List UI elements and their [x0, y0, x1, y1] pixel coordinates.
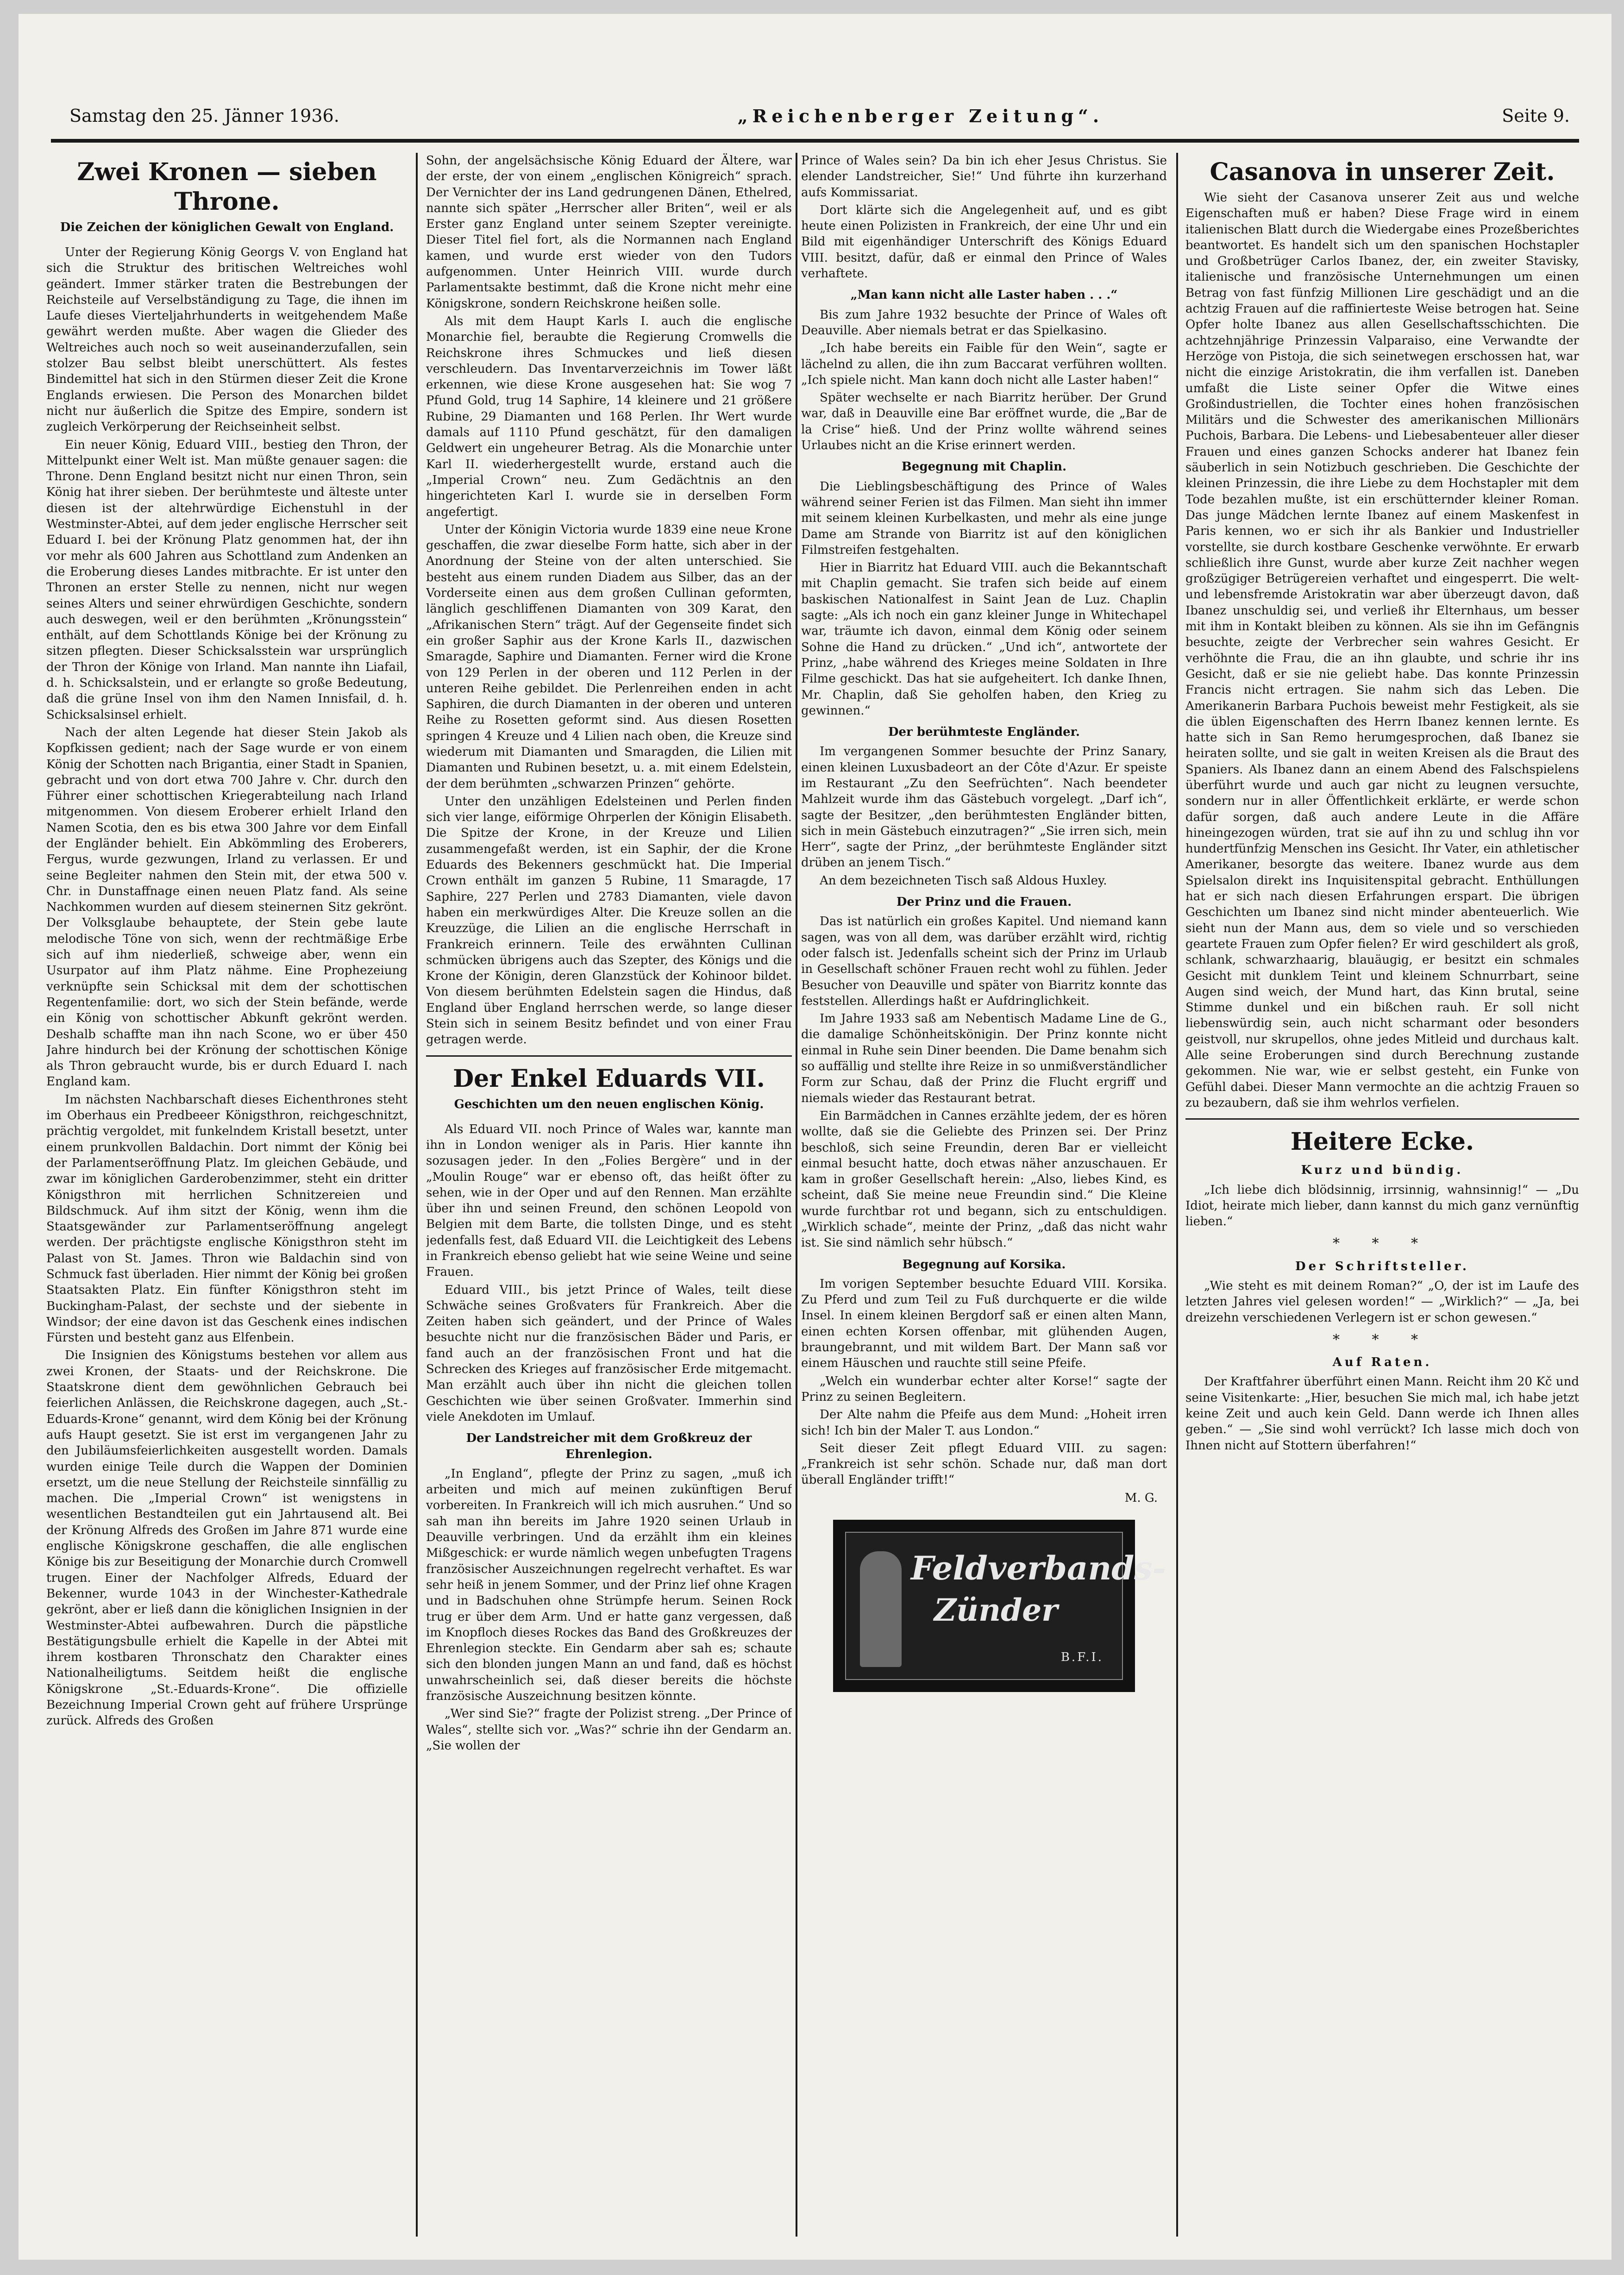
section-title: Heitere Ecke. — [1290, 1128, 1474, 1156]
author-signature: M. G. — [1124, 1491, 1158, 1505]
joke-text: „Wie steht es mit deinem Roman?“ „O, der ist im Laufe des letzten Jahres viel gelesen worden!“ — „Wirklich?“ — „Ja, bei dreizehn verschiedenen Verlegern ist er schon gewesen.“ — [1185, 1279, 1579, 1325]
paragraph: Ein Barmädchen in Cannes erzählte jedem, der es hören wollte, daß sie die Geliebte des Prinzen sei. Der Prinz beschloß, sich seine Freundin, deren Bar er vielleicht einmal besucht hatte, doch etwas näher anzuschauen. Er kam in großer Gesellschaft herein: „Also, liebes Kind, es scheint, daß Sie meine neue Freundin sind.“ Die Kleine wurde furchtbar rot und begann, sich zu entschuldigen. „Wirklich schade“, meinte der Prinz, „daß das nicht wahr ist. Sie sind nämlich sehr hübsch.“ — [801, 1109, 1167, 1250]
paragraph: Im nächsten Nachbarschaft dieses Eichenthrones steht im Oberhaus ein Predbeeer Königsthron, reichgeschnitzt, prächtig vergoldet, mit funkelndem Kristall besetzt, unter einem prunkvollen Baldachin. Dort nimmt der König bei der Parlamentseröffnung Platz. Im gleichen Gebäude, und zwar im königlichen Garderobenzimmer, steht ein dritter Königsthron mit herrlichen Schnitzereien und Bildschmuck. Auf ihm sitzt der König, wenn ihm die Staatsgewänder zur Parlamentseröffnung angelegt werden. Der prächtigste englische Königsthron steht im Palast von St. James. Thron wie Baldachin sind von Schmuck fast überladen. Hier nimmt der König bei großen Staatsakten Platz. Ein fünfter Königsthron steht im Buckingham-Palast, der sechste und der siebente in Windsor; der eine davon ist das Geschenk eines indischen Fürsten und besteht ganz aus Elfenbein. — [46, 1092, 408, 1345]
paragraph: Als Eduard VII. noch Prince of Wales war, kannte man ihn in London weniger als in Paris. Hier kannte ihn sozusagen jeder. In den „Folies Bergère“ und in der „Moulin Rouge“ war er ebenso oft, das heißt öfter zu sehen, wie in der Oper und auf den Rennen. Man erzählte über ihn und seinen Freund, den schönen Leopold von Belgien mit dem Barte, die tollsten Dinge, und es steht jedenfalls fest, daß Eduard VII. die Leichtigkeit des Lebens in Frankreich ebenso geliebt hat wie seine Weine und seine Frauen. — [426, 1122, 792, 1279]
separator-stars: * * * — [1332, 1331, 1432, 1348]
section-heading: Der berühmteste Engländer. — [888, 725, 1080, 740]
section-heading: Begegnung auf Korsika. — [902, 1257, 1066, 1272]
paragraph: „Ich habe bereits ein Faible für den Wein“, sagte er lächelnd zu allen, die ihn zum Baccarat verführen wollten. „Ich spiele nicht. Man kann doch nicht alle Laster haben!“ — [801, 341, 1167, 387]
paragraph: Unter der Königin Victoria wurde 1839 eine neue Krone geschaffen, die zwar dieselbe Form hatte, sich aber in der Anordnung der Steine von der alten unterschied. Sie besteht aus einem runden Diadem aus Silber, das an der Vorderseite einen aus dem großen Cullinan geformten, länglich geschliffenen Diamanten von 309 Karat, den „Afrikanischen Stern“ trägt. Auf der Gegenseite findet sich ein großer Saphir aus der Krone Karls II., dazwischen Smaragde, Saphire und Diamanten. Ferner wird die Krone von 129 Perlen in der oberen und 112 Perlen in der unteren Reihe gebildet. Die Perlenreihen enden in acht Saphiren, die durch Diamanten in der oberen und unteren Reihe zu Rosetten geformt sind. Aus diesen Rosetten springen 4 Kreuze und 4 Lilien nach oben, die Kreuze sind wiederum mit Diamanten und Smaragden, die Lilien mit Diamanten und Rubinen besetzt, u. a. mit einem Edelstein, der dem berühmten „schwarzen Prinzen“ gehörte. — [426, 522, 792, 791]
joke-heading: Kurz und bündig. — [1301, 1163, 1464, 1178]
article-subtitle: Geschichten um den neuen englischen König. — [454, 1097, 764, 1111]
paragraph: Die Lieblingsbeschäftigung des Prince of Wales während seiner Ferien ist das Filmen. Man sieht ihn immer mit seinem kleinen Kurbelkasten, und mehr als eine junge Dame am Strande von Biarritz ist auf den königlichen Filmstreifen festgehalten. — [801, 479, 1167, 557]
paragraph: Eduard VIII., bis jetzt Prince of Wales, teilt diese Schwäche seines Großvaters für Frankreich. Aber die Zeiten haben sich geändert, und der Prince of Wales besuchte nicht nur die französischen Bäder und Paris, er fand auch an der französischen Front und hat die Schrecken des Krieges auf französischer Erde mitgemacht. Man erzählt auch über ihn nicht die gleichen tollen Geschichten wie über seinen Großvater. Immerhin sind viele Anekdoten im Umlauf. — [426, 1283, 792, 1424]
section-heading: Der Prinz und die Frauen. — [896, 895, 1072, 909]
paragraph: Seit dieser Zeit pflegt Eduard VIII. zu sagen: „Frankreich ist sehr schön. Schade nur, daß man dort überall Engländer trifft!“ — [801, 1441, 1167, 1487]
paragraph: „Welch ein wunderbar echter alter Korse!“ sagte der Prinz zu seinen Begleitern. — [801, 1374, 1167, 1404]
section-heading: Begegnung mit Chaplin. — [901, 460, 1067, 474]
header-rule — [51, 139, 1579, 143]
paragraph: Wie sieht der Casanova unserer Zeit aus und welche Eigenschaften muß er haben? Diese Frage wird in einem italienischen Blatt durch die Wiedergabe eines Prozeßberichtes beantwortet. Es handelt sich um den spanischen Hochstapler und Großbetrüger Carlos Ibanez, der, ein zweiter Stavisky, italienische und französische Unternehmungen um einen Betrag von fast fünfzig Millionen Lire geschädigt und an die achtzig Frauen auf die raffinierteste Weise betrogen hat. Seine Opfer holte Ibanez aus allen Gesellschaftsschichten. Die achtzehnjährige Prinzessin Valparaiso, eine Verwandte der Herzöge von Pistoja, die sich seinetwegen erschossen hat, war nicht die einzige Aristokratin, die ihm verfallen ist. Daneben umfaßt die Liste seiner Opfer die Witwe eines Großindustriellen, die Tochter eines hohen französischen Militärs und die Schwester des amerikanischen Millionärs Puchois, Barbara. Die Lebens- und Liebesabenteuer aller dieser Frauen und eines ganzen Schocks anderer hat Ibanez fein säuberlich in sein Notizbuch geschrieben. Die Geschichte der kleinen Prinzessin, die ihre Liebe zu dem Hochstapler mit dem Tode bezahlen mußte, ist ein erschütternder kleiner Roman. Das junge Mädchen lernte Ibanez auf einem Maskenfest in Paris kennen, wo er sich ihr als Bankier und Industrieller vorstellte, sie durch kostbare Geschenke verwöhnte. Er erwarb schließlich ihre Gunst, wurde aber kurze Zeit nachher wegen großzügiger Betrügereien verhaftet und eingesperrt. Die welt- und lebensfremde Aristokratin war aber überzeugt davon, daß Ibanez unschuldig sei, und verließ ihr Elternhaus, um besser mit ihm in Kontakt bleiben zu können. Als sie ihn im Gefängnis besuchte, zeigte der Verbrecher sein wahres Gesicht. Er verhöhnte die Frau, die an ihn glaubte, und schrie ihr ins Gesicht, daß er sie nie geliebt habe. Das konnte Prinzessin Francis nicht ertragen. Sie nahm sich das Leben. Die Amerikanerin Barbara Puchois beweist mehr Festigkeit, als sie die üblen Eigenschaften des Herrn Ibanez kennen lernte. Es hatte sich in San Remo herumgesprochen, daß Ibanez sie heiraten sollte, und sie galt in weiten Kreisen als die Braut des Spaniers. Als Ibanez dann an einem Abend des Falschspielens überführt wurde und auch gar nicht zu leugnen versuchte, sondern nur in aller Öffentlichkeit erklärte, er werde schon dafür sorgen, daß auch andere Leute in die Affäre hineingezogen würden, trat sie auf ihn zu und schlug ihn vor hundertfünfzig Menschen ins Gesicht. Ihr Vater, ein athletischer Amerikaner, besorgte das weitere. Ibanez wurde aus dem Spielsalon direkt ins Inquisitenspital gebracht. Enthüllungen hat er sich nach diesen Erfahrungen erspart. Die übrigen Geschichten um Ibanez sind nicht minder abenteuerlich. Wie sieht nun der Mann aus, dem so viele und so verschieden geartete Frauen zum Opfer fielen? Er wird geschildert als groß, schlank, schwarzhaarig, blauäugig, er besitzt ein schmales Gesicht mit dunklem Teint und kleinem Schnurrbart, seine Augen sind weich, der Mund hart, das Kinn brutal, seine Stimme dunkel und ein bißchen rauh. Er soll nicht liebenswürdig sein, auch nicht scharmant oder besonders geistvoll, nur skrupellos, ohne jedes Mitleid und durchaus kalt. Alle seine Eroberungen sind durch Berechnung zustande gekommen. Nie war, wie er selbst gesteht, ein Funke von Gefühl dabei. Dieser Mann vermochte an die achtzig Frauen so zu bezaubern, daß sie ihm wehrlos verfielen. — [1185, 191, 1579, 1110]
paragraph: An dem bezeichneten Tisch saß Aldous Huxley. — [820, 873, 1107, 888]
separator-stars: * * * — [1332, 1235, 1432, 1252]
paragraph: Im Jahre 1933 saß am Nebentisch Madame Line de G., die damalige Schönheitskönigin. Der Prinz konnte nicht einmal in Ruhe sein Diner beenden. Die Dame benahm sich so auffällig und stellte ihre Reize in so unmißverständlicher Form zur Schau, daß der Prinz die Flucht ergriff und niemals wieder das Restaurant betrat. — [801, 1012, 1167, 1105]
paragraph: Prince of Wales sein? Da bin ich eher Jesus Christus. Sie elender Landstreicher, Sie!“ Und führte ihn kurzerhand aufs Kommissariat. — [801, 154, 1167, 200]
ad-brand-mark: B.F.I. — [1060, 1650, 1104, 1664]
paragraph: „In England“, pflegte der Prinz zu sagen, „muß ich arbeiten und mich auf meinen zukünftigen Beruf vorbereiten. In Frankreich will ich mich ausruhen.“ Und so sah man ihn bereits im Jahre 1920 seinen Urlaub in Deauville verbringen. Und da erzählt ihm ein kleines Mißgeschick: er wurde nämlich wegen unbefugten Tragens französischer Auszeichnungen regelrecht verhaftet. Es war sehr heiß in jenem Sommer, und der Prinz lief ohne Kragen und in Badschuhen ohne Strümpfe herum. Seinen Rock trug er über dem Arm. Und er hatte ganz vergessen, daß im Knopfloch dieses Rockes das Band des Großkreuzes der Ehrenlegion steckte. Ein Gendarm aber sah es; schaute sich den blonden jungen Mann an und fand, daß es höchst unwahrscheinlich sei, daß dieser bereits die höchste französische Auszeichnung besitzen könnte. — [426, 1467, 792, 1704]
section-heading: „Man kann nicht alle Laster haben . . .“ — [850, 288, 1118, 302]
joke-heading: Auf Raten. — [1332, 1355, 1432, 1370]
column-2 — [426, 153, 792, 2246]
paragraph: „Wer sind Sie?“ fragte der Polizist streng. „Der Prince of Wales“, stellte sich vor. „Was?“ schrie ihn der Gendarm an. „Sie wollen der — [426, 1707, 792, 1753]
paragraph: Später wechselte er nach Biarritz herüber. Der Grund war, daß in Deauville eine Bar eröffnet wurde, die „Bar de la Crise“ hieß. Und der Prinz wollte während seines Urlaubes nicht an die Krise erinnert werden. — [801, 391, 1167, 453]
paragraph: Unter der Regierung König Georgs V. von England hat sich die Struktur des britischen Weltreiches wohl geändert. Immer stärker traten die Bestrebungen der Reichsteile auf Verselbständigung zu Tage, die ihnen im Laufe dieses Vierteljahrhunderts in weitgehendem Maße gewährt werden mußte. Aber wagen die Glieder des Weltreiches auch noch so weit auseinanderzufallen, sein stolzer Bau selbst bleibt unerschüttert. Als festes Bindemittel hat sich in den Stürmen dieser Zeit die Krone Englands erwiesen. Die Person des Monarchen bildet nicht nur äußerlich die Spitze des Empire, sondern ist zugleich Verkörperung der Reichseinheit selbst. — [46, 245, 408, 434]
ad-headline: Feldverbands- — [911, 1549, 1166, 1588]
section-heading: Der Landstreicher mit dem Großkreuz der Ehrenlegion. — [466, 1431, 752, 1461]
page-number: Seite 9. — [1502, 106, 1570, 126]
article-subtitle: Die Zeichen der königlichen Gewalt von England. — [60, 220, 394, 234]
paragraph: Der Alte nahm die Pfeife aus dem Mund: „Hoheit irren sich! Ich bin der Maler T. aus London.“ — [801, 1408, 1167, 1438]
paragraph: Nach der alten Legende hat dieser Stein Jakob als Kopfkissen gedient; nach der Sage wurde er von einem König der Schotten nach Brigantia, einer Stadt in Spanien, gebracht und von dort etwa 700 Jahre v. Chr. durch den Führer einer schottischen Kriegerabteilung nach Irland mitgenommen. Von diesem Eroberer erhielt Irland den Namen Scotia, den es bis etwa 300 Jahre vor dem Einfall der Engländer behielt. Ein Abkömmling des Eroberers, Fergus, wurde gezwungen, Irland zu verlassen. Er und seine Begleiter nahmen den Stein mit, der etwa 500 v. Chr. in Dunstaffnage einen neuen Platz fand. Als seine Nachkommen wurden auf diesem steinernen Sitz gekrönt. Der Volksglaube behauptete, der Stein gebe laute melodische Töne von sich, wenn der rechtmäßige Erbe sich auf ihm niederließ, schweige aber, wenn ein Usurpator auf ihm Platz nähme. Eine Prophezeiung verknüpfte sein Schicksal mit dem der schottischen Regentenfamilie: dort, wo sich der Stein befände, werde ein König von schottischer Abkunft gekrönt werden. Deshalb schaffte man ihn nach Scone, wo er über 450 Jahre hindurch bei der Krönung der schottischen Könige als Thron gebraucht wurde, bis er durch Eduard I. nach England kam. — [46, 725, 408, 1089]
paragraph: Die Insignien des Königstums bestehen vor allem aus zwei Kronen, der Staats- und der Reichskrone. Die Staatskrone dient dem gewöhnlichen Gebrauch bei feierlichen Anlässen, die Reichskrone dagegen, auch „St.-Eduards-Krone“ genannt, wird dem König bei der Krönung aufs Haupt gesetzt. Sie ist erst im vergangenen Jahr zu den Jubiläumsfeierlichkeiten ausgestellt worden. Damals wurden einige Teile durch die Wappen der Dominien ersetzt, um die neue Stellung der Reichsteile sinnfällig zu machen. Die „Imperial Crown“ ist wenigstens in wesentlichen Bestandteilen gut ein Jahrtausend alt. Bei der Krönung Alfreds des Großen im Jahre 871 wurde eine englische Königskrone geschaffen, die alle englischen Könige bis zur Beseitigung der Monarchie durch Cromwell trugen. Einer der Nachfolger Alfreds, Eduard der Bekenner, wurde 1043 in der Winchester-Kathedrale gekrönt, aber er ließ dann die königlichen Insignien in der Westminster-Abtei aufbewahren. Durch die päpstliche Bestätigungsbulle erhielt die Kapelle in der Abtei mit ihrem kostbaren Thronschatz den Charakter eines Nationalheiligtums. Seitdem heißt die englische Königskrone „St.-Eduards-Krone“. Die offizielle Bezeichnung Imperial Crown geht auf frühere Ursprünge zurück. Alfreds des Großen — [46, 1348, 408, 1728]
paragraph: Unter den unzähligen Edelsteinen und Perlen finden sich vier lange, eiförmige Ohrperlen der Königin Elisabeth. Die Spitze der Krone, in der Kreuze und Lilien zusammengefaßt werden, ist ein Saphir, der die Krone Eduards des Bekenners geschmückt hat. Die Imperial Crown enthält im ganzen 5 Rubine, 11 Smaragde, 17 Saphire, 227 Perlen und 2783 Diamanten, viele davon haben ein merkwürdiges Alter. Die Kreuze sollen an die Kreuzzüge, die Lilien an die englische Herrschaft in Frankreich erinnern. Teile des erwähnten Cullinan schmücken übrigens auch das Szepter, des Königs und die Krone der Königin, deren Glanzstück der Kohinoor bildet. Von diesem berühmten Edelstein sagen die Hindus, daß England über England herrschen werde, so lange dieser Stein sich in seinem Besitz befindet und von einer Frau getragen werde. — [426, 794, 792, 1047]
article-title: Der Enkel Eduards VII. — [453, 1064, 765, 1093]
section-rule — [426, 1055, 792, 1057]
paragraph: Hier in Biarritz hat Eduard VIII. auch die Bekanntschaft mit Chaplin gemacht. Sie trafen sich beide auf einem baskischen Nationalfest in Saint Jean de Luz. Chaplin sagte: „Als ich noch ein ganz kleiner Junge in Whitechapel war, träumte ich davon, einmal dem König oder seinem Sohne die Hand zu drücken.“ „Und ich“, antwortete der Prinz, „habe während des Krieges meine Soldaten in Ihre Filme geschickt. Das hat sie aufgeheitert. Ich danke Ihnen, Mr. Chaplin, daß Sie geholfen haben, den Krieg zu gewinnen.“ — [801, 561, 1167, 718]
paragraph: Im vergangenen Sommer besuchte der Prinz Sanary, einen kleinen Luxusbadeort an der Côte d'Azur. Er speiste im Restaurant „Zu den Seefrüchten“. Nach beendeter Mahlzeit wurde ihm das Gästebuch vorgelegt. „Darf ich“, sagte der Besitzer, „den berühmtesten Engländer bitten, sich in mein Gästebuch einzutragen?“ „Sie irren sich, mein Herr“, sagte der Prinz, „der berühmteste Engländer sitzt drüben an jenem Tisch.“ — [801, 745, 1167, 870]
page-header — [69, 97, 1570, 134]
column-1 — [46, 153, 408, 2246]
article-title: Zwei Kronen — sieben Throne. — [77, 158, 377, 216]
column-divider — [416, 153, 418, 2237]
paragraph: Sohn, der angelsächsische König Eduard der Ältere, war der erste, der von einem „englischen Königreich“ sprach. Der Vernichter der ins Land gedrungenen Dänen, Ethelred, nannte sich später „Herrscher aller Briten“, weil er als Erster ganz England unter seinem Szepter vereinigte. Dieser Titel fiel fort, als die Normannen nach England kamen, und wurde erst wieder von den Tudors aufgenommen. Unter Heinrich VIII. wurde durch Parlamentsakte bestimmt, daß die Krone nicht mehr eine Königskrone, sondern Reichskrone heißen solle. — [426, 154, 792, 311]
joke-text: Der Kraftfahrer überführt einen Mann. Reicht ihm 20 Kč und seine Visitenkarte: „Hier, besuchen Sie mich mal, ich habe jetzt keine Zeit und auch kein Geld. Dann werde ich Ihnen alles geben.“ — „Sie sind wohl verrückt? Ich lasse mich doch von Ihnen nicht auf Stottern überfahren!“ — [1185, 1375, 1579, 1453]
issue-date: Samstag den 25. Jänner 1936. — [69, 106, 339, 126]
paragraph: Dort klärte sich die Angelegenheit auf, und es gibt heute einen Polizisten in Frankreich, der eine Uhr und ein Bild mit eigenhändiger Unterschrift des Königs Eduard VIII. besitzt, dafür, daß er einmal den Prince of Wales verhaftete. — [801, 203, 1167, 281]
column-3 — [801, 153, 1167, 2246]
paragraph: Im vorigen September besuchte Eduard VIII. Korsika. Zu Pferd und zum Teil zu Fuß durchquerte er die wilde Insel. In einem kleinen Bergdorf saß er einen alten Mann, einen echten Korsen offenbar, mit glühenden Augen, braungebrannt, und mit wildem Bart. Der Mann saß vor einem Häuschen und rauchte still seine Pfeife. — [801, 1277, 1167, 1371]
paragraph: Das ist natürlich ein großes Kapitel. Und niemand kann sagen, was von all dem, was darüber erzählt wird, richtig oder falsch ist. Jedenfalls scheint sich der Prinz im Urlaub in Gesellschaft schöner Frauen recht wohl zu fühlen. Jeder Besucher von Deauville und später von Biarritz konnte das feststellen. Allerdings haßt er Aufdringlichkeit. — [801, 915, 1167, 1008]
paragraph: Bis zum Jahre 1932 besuchte der Prince of Wales oft Deauville. Aber niemals betrat er das Spielkasino. — [801, 307, 1167, 338]
column-divider — [796, 153, 797, 2237]
article-title: Casanova in unserer Zeit. — [1210, 158, 1555, 186]
person-illustration-icon — [860, 1551, 902, 1667]
newspaper-name: „Reichenberger Zeitung“. — [737, 105, 1104, 126]
ad-product: Zünder — [934, 1592, 1058, 1629]
advertisement-frame — [845, 1532, 1166, 1680]
paragraph: Als mit dem Haupt Karls I. auch die englische Monarchie fiel, beraubte die Regierung Cromwells die Reichskrone ihres Schmuckes und ließ diesen verschleudern. Das Inventarverzeichnis im Tower läßt erkennen, wie diese Krone ausgesehen hat: Sie wog 7 Pfund Gold, trug 14 Saphire, 14 kleinere und 21 größere Rubine, 29 Diamanten und 168 Perlen. Ihr Wert wurde damals auf 1110 Pfund geschätzt, für den damaligen Geldwert ein ungeheurer Betrag. Als die Monarchie unter Karl II. wiederhergestellt wurde, erstand auch die „Imperial Crown“ neu. Zum Gedächtnis an den hingerichteten Karl I. wurde sie in derselben Form angefertigt. — [426, 314, 792, 519]
advertisement — [833, 1520, 1166, 1692]
joke-text: „Ich liebe dich blödsinnig, irrsinnig, wahnsinnig!“ — „Du Idiot, heirate mich lieber, dann kannst du mich ganz vernünftig lieben.“ — [1185, 1183, 1579, 1229]
column-4 — [1185, 153, 1579, 2246]
column-divider — [1176, 153, 1178, 2237]
section-rule — [1185, 1118, 1579, 1120]
paragraph: Ein neuer König, Eduard VIII., bestieg den Thron, der Mittelpunkt einer Welt ist. Man müßte genauer sagen: die Throne. Denn England besitzt nicht nur einen Thron, sein König hat ihrer sieben. Der berühmteste und älteste unter diesen ist der altehrwürdige Eichenstuhl in der Westminster-Abtei, auf dem jeder englische Herrscher seit Eduard I. bei der Krönung Platz genommen hat, der ihn vor mehr als 600 Jahren aus Schottland zum Andenken an die Eroberung dieses Landes mitbrachte. Er ist unter den Thronen an erster Stelle zu nennen, nicht nur wegen seines Alters und seiner ehrwürdigen Geschichte, sondern auch deswegen, weil er den berühmten „Krönungsstein“ enthält, auf dem Schottlands Könige bei der Krönung zu sitzen pflegten. Dieser Schicksalsstein war ursprünglich der Thron der Könige von Irland. Man nannte ihn Liafail, d. h. Schicksalstein, und er erlangte so große Bedeutung, daß die grüne Insel von ihm den Namen Innisfail, d. h. Schicksalsinsel erhielt. — [46, 438, 408, 722]
joke-heading: Der Schriftsteller. — [1295, 1259, 1469, 1273]
newspaper-page — [19, 14, 1611, 2260]
